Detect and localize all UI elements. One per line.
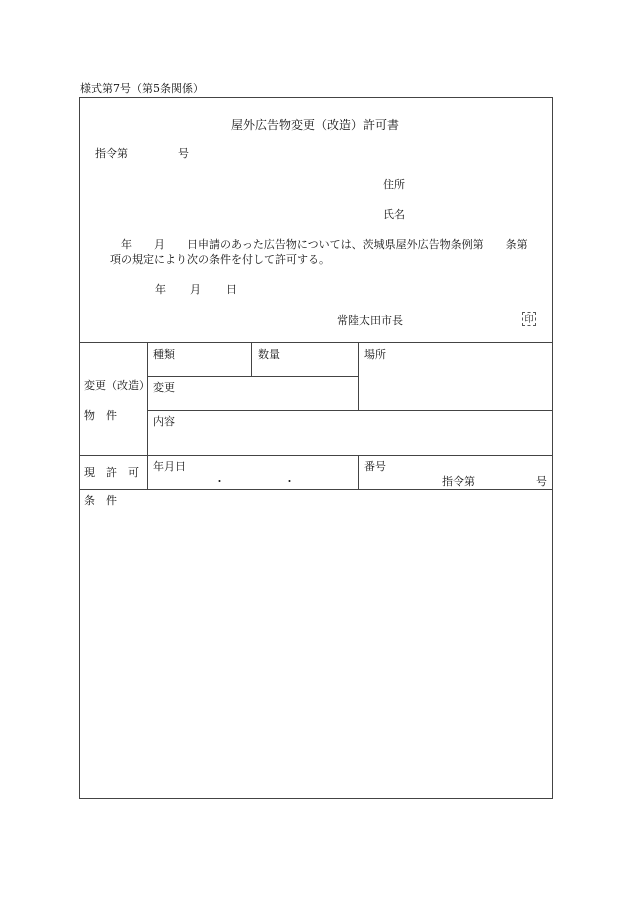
directive-prefix: 指令第 [95, 147, 128, 160]
location-label: 場所 [364, 348, 386, 361]
address-label: 住所 [383, 178, 405, 191]
current-permit-label: 現 許 可 [84, 466, 139, 479]
issue-date-month: 月 [190, 283, 201, 296]
form-frame [79, 97, 553, 799]
permit-date-dot-1: ・ [214, 475, 225, 488]
divider-date-number [358, 455, 359, 489]
divider-type-quantity [251, 342, 252, 376]
issue-date-day: 日 [226, 283, 237, 296]
quantity-label: 数量 [258, 348, 280, 361]
issuer-name: 常陸太田市長 [337, 314, 403, 327]
divider-permit-row [79, 455, 553, 456]
type-label: 種類 [153, 348, 175, 361]
divider-content-row [147, 410, 553, 411]
divider-change-row [147, 376, 358, 377]
form-number-label: 様式第7号（第5条関係） [80, 82, 204, 95]
permit-directive-prefix: 指令第 [442, 475, 475, 488]
name-label: 氏名 [383, 208, 405, 221]
change-object-label: 変更（改造） [84, 379, 150, 392]
permit-date-label: 年月日 [153, 460, 186, 473]
body-text-line2: 項の規定により次の条件を付して許可する。 [110, 253, 330, 266]
permit-date-dot-2: ・ [284, 475, 295, 488]
directive-suffix: 号 [178, 147, 189, 160]
permit-directive-suffix: 号 [536, 475, 547, 488]
change-label: 変更 [153, 381, 175, 394]
document-title: 屋外広告物変更（改造）許可書 [230, 118, 399, 132]
permit-number-label: 番号 [364, 460, 386, 473]
divider-conditions [79, 489, 553, 490]
object-label [84, 407, 142, 423]
divider-location [358, 342, 359, 410]
body-text-line1: 年 月 日申請のあった広告物については、茨城県屋外広告物条例第 条第 [110, 238, 528, 251]
divider-table-top [79, 342, 553, 343]
divider-label-column [147, 342, 148, 489]
seal-mark: 印 [522, 312, 536, 326]
conditions-label: 条 件 [84, 494, 117, 507]
object-label-text: 物 件 [84, 409, 117, 422]
issue-date-year: 年 [155, 283, 166, 296]
content-label: 内容 [153, 415, 175, 428]
